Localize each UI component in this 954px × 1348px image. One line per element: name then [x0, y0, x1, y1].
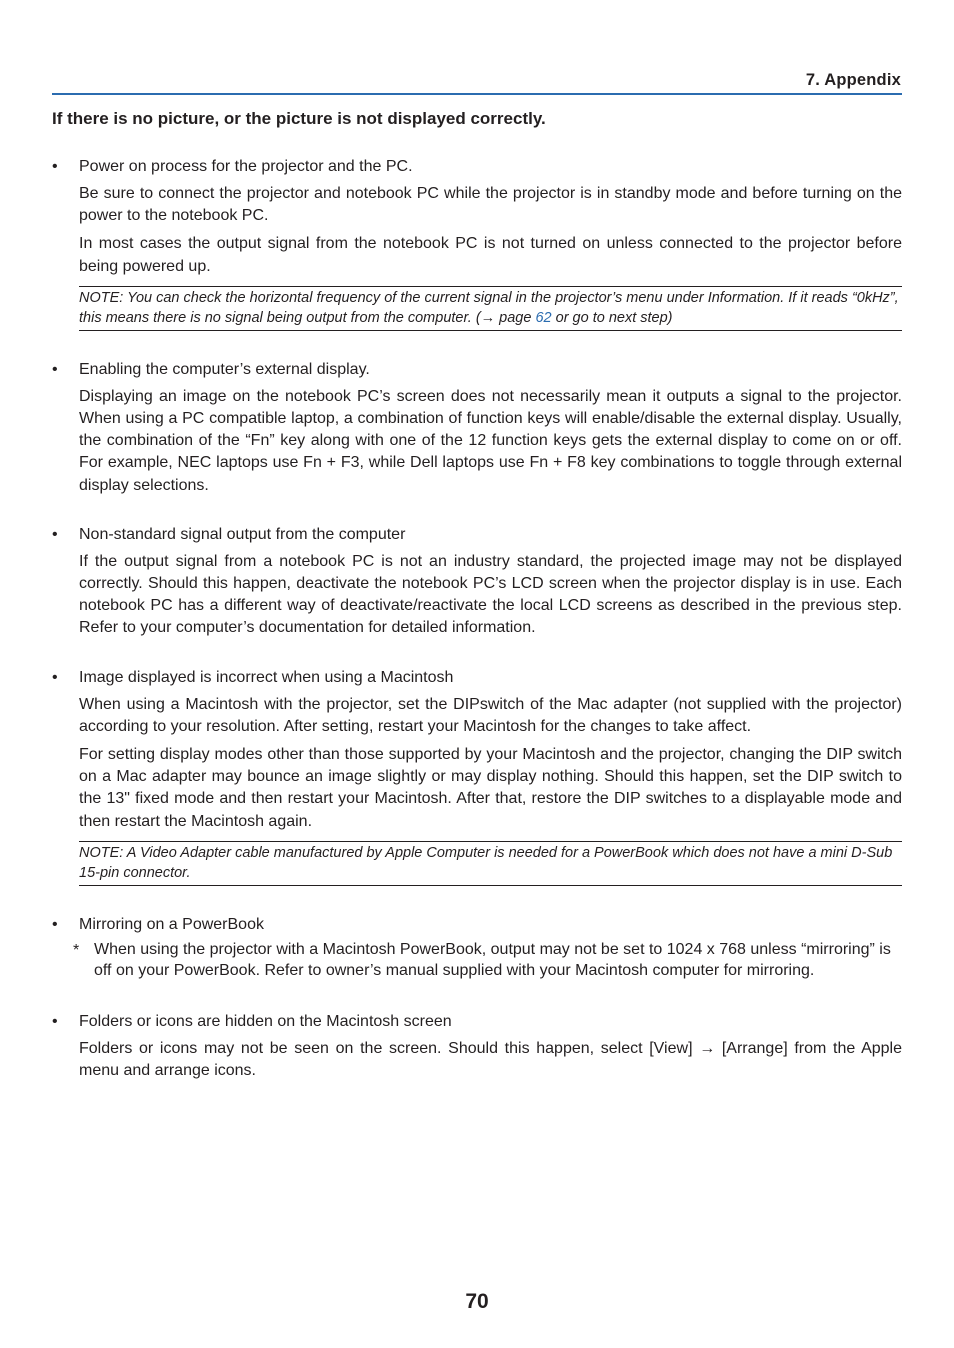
note-box — [79, 841, 902, 886]
list-item — [52, 1011, 902, 1082]
list-item-title: Enabling the computer’s external display. — [79, 360, 370, 378]
list-item-heading — [52, 524, 902, 546]
paragraph: If the output signal from a notebook PC is not an industry standard, the projected image may not be displayed correctly. Should this happen, deactivate the notebook PC’s LCD screen when the projector display is in use. Each notebook PC has a different way of deactivate/reactivate the local LCD screens as described in the previous step. Refer to your computer’s documentation for detailed information. — [79, 552, 902, 637]
paragraph: For setting display modes other than those supported by your Macintosh and the projector, changing the DIP switch on a Mac adapter may bounce an image slightly or may display nothing. Should this happen, set the DIP switch to the 13" fixed mode and then restart your Macintosh. After that, restore the DIP switches to a displayable mode and then restart the Macintosh again. — [79, 746, 902, 830]
section-title: If there is no picture, or the picture is not displayed correctly. — [52, 109, 546, 128]
paragraph: Displaying an image on the notebook PC’s screen does not necessarily mean it outputs a signal to the projector. When using a PC compatible laptop, a combination of function keys will enable/disable the external display. Usually, the combination of the “Fn” key along with one of the 12 function keys gets the external display to come on or off. For example, NEC laptops use Fn + F3, while Dell laptops use Fn + F8 key combinations to toggle through external display selections. — [79, 387, 902, 494]
paragraph: Be sure to connect the projector and notebook PC while the projector is in standby mode and before turning on the power to the notebook PC. — [79, 185, 902, 225]
list-item-title: Power on process for the projector and the PC. — [79, 158, 413, 175]
note-text-end: or go to next step) — [551, 309, 673, 326]
list-item-heading — [52, 667, 902, 689]
list-item-heading — [52, 156, 902, 178]
troubleshooting-list — [52, 156, 902, 1088]
note-text: NOTE: A Video Adapter cable manufactured by Apple Computer is needed for a PowerBook which does not have a mini D-Sub 15-pin connector. — [79, 844, 893, 881]
page-link[interactable]: 62 — [535, 309, 552, 326]
list-item-heading — [52, 914, 902, 936]
asterisk-icon: * — [73, 941, 80, 959]
list-item — [52, 914, 902, 982]
paragraph: Folders or icons may not be seen on the screen. Should this happen, select [View] → [Arrange] from the Apple menu and arrange icons. — [79, 1039, 902, 1080]
list-item — [52, 667, 902, 886]
list-item-title: Folders or icons are hidden on the Macintosh screen — [79, 1012, 452, 1030]
note-box — [79, 286, 902, 331]
page-number: 70 — [465, 1290, 489, 1313]
paragraph: When using a Macintosh with the projector, set the DIPswitch of the Mac adapter (not supplied with the projector) according to your resolution. After setting, restart your Macintosh for the changes to take affect. — [79, 695, 902, 735]
paragraph: In most cases the output signal from the notebook PC is not turned on unless connected to the projector before being powered up. — [79, 235, 902, 275]
list-item — [52, 359, 902, 497]
chapter-title: 7. Appendix — [805, 71, 901, 89]
list-item — [52, 524, 902, 640]
note-text: NOTE: You can check the horizontal frequency of the current signal in the projector’s menu under Information. If it reads “0kHz”, this means there is no signal being output from the computer. (→ page — [79, 289, 899, 326]
footnote-item — [52, 939, 902, 982]
list-item-title: Mirroring on a PowerBook — [79, 915, 264, 933]
bullet-icon: • — [52, 158, 58, 175]
bullet-icon: • — [52, 668, 58, 686]
list-item-title: Image displayed is incorrect when using a Macintosh — [79, 668, 454, 686]
list-item-heading — [52, 359, 902, 381]
list-item-heading — [52, 1011, 902, 1033]
bullet-icon: • — [52, 1012, 58, 1030]
list-item-title: Non-standard signal output from the computer — [79, 525, 406, 543]
bullet-icon: • — [52, 915, 58, 933]
footnote-text: When using the projector with a Macintosh PowerBook, output may not be set to 1024 x 768 unless “mirroring” is off on your PowerBook. Refer to owner’s manual supplied with your Macintosh computer for mirroring. — [94, 940, 891, 980]
bullet-icon: • — [52, 525, 58, 543]
list-item — [52, 156, 902, 331]
header-divider — [52, 93, 902, 95]
bullet-icon: • — [52, 360, 58, 378]
